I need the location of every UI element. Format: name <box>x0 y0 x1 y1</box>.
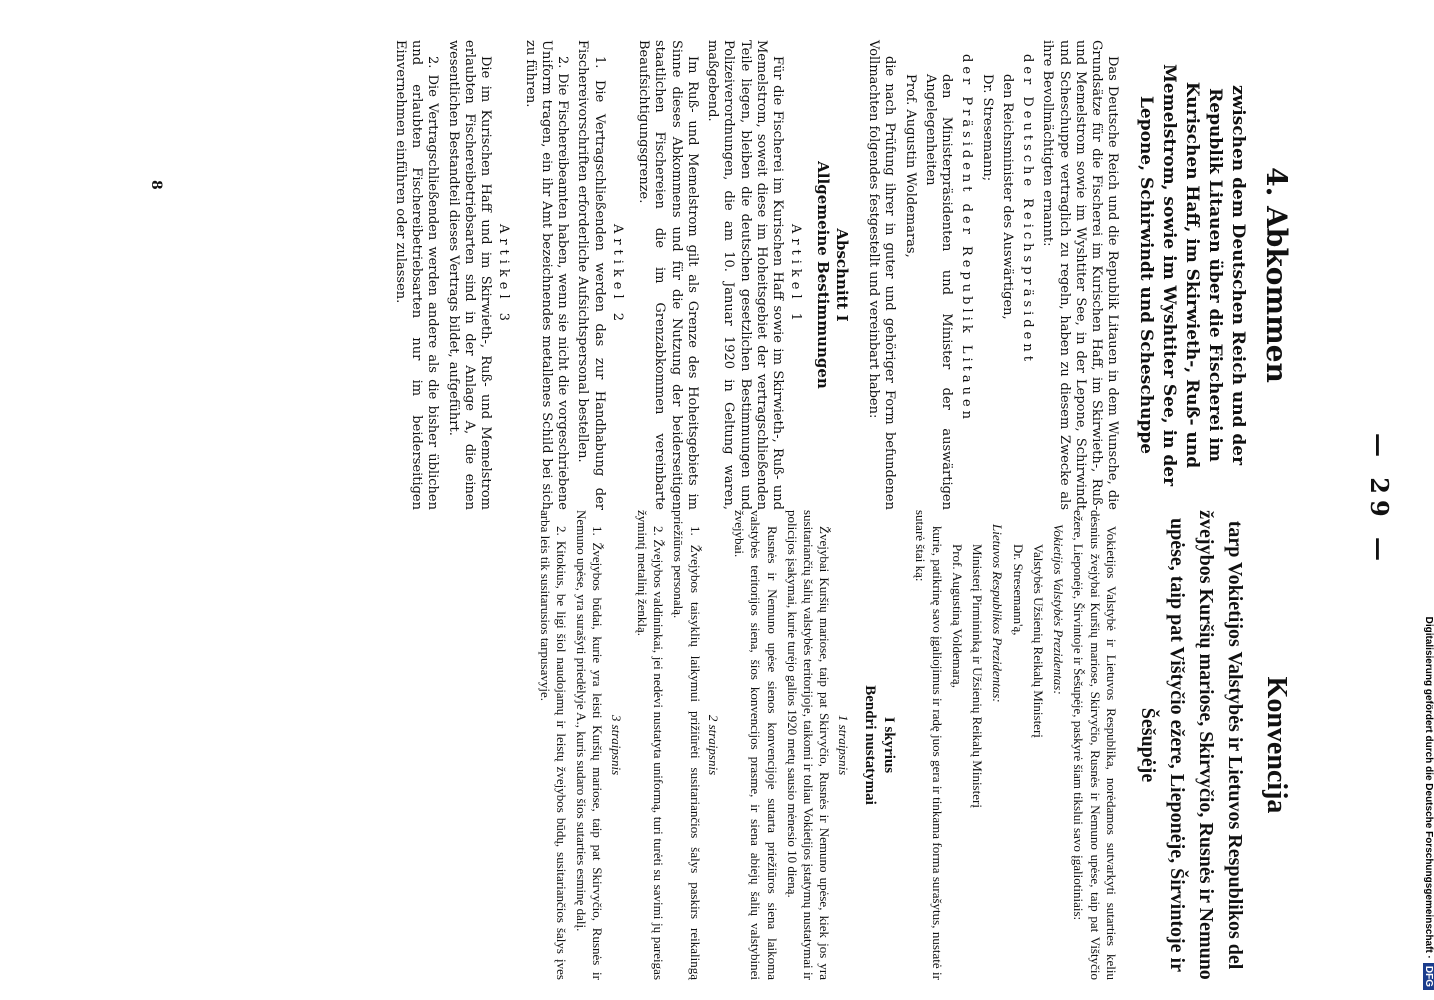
german-closing: die nach Prüfung ihrer in guter und gehöriger Form befundenen Vollmachten folgendes festgestellt und vereinbart haben: <box>866 40 898 510</box>
page-number: — 29 — <box>1365 432 1394 568</box>
lithuanian-section: I skyrius <box>881 716 898 774</box>
lithuanian-preamble: Vokietijos Valstybė ir Lietuvos Respublika, norėdamos sutvarkyti sutarties keliu dėsnius žvejybai Kuršių mariose, Skirvyčio, Rusnės ir Nemuno upėse, taip pat Vištyčio ežere, Lieponėje, Širvintoje ir Šešupėje, paskyrė šiam tikslui savo įgaliotiniais: <box>1071 510 1119 980</box>
german-preamble: Das Deutsche Reich und die Republik Litauen in dem Wunsche, die Grundsätze für die Fischerei im Kurischen Haff, im Skirwieth-, Ruß- und Memelstrom sowie im Wyshtiter See, in der Lepone, Schirwindt und Scheschuppe vertraglich zu regeln, haben zu diesem Zwecke als ihre Bevollmächtigten ernannt: <box>1040 40 1121 510</box>
german-art1-p2: Im Ruß- und Memelstrom gilt als Grenze des Hoheitsgebiets im Sinne dieses Abkommens und für die Nutzung der beiderseitigen staatlichen Fischereien die im Grenzabkommen vereinbarte Beaufsichtigungsgrenze. <box>636 40 700 510</box>
lithuanian-title: Konvencija <box>1261 676 1292 814</box>
lithuanian-section-title: Bendri nustatymai <box>862 685 879 805</box>
dfg-sidebar <box>1418 10 1434 990</box>
german-party2-name: Prof. Augustin Woldemaras, <box>902 74 918 258</box>
lithuanian-party2-role: Ministerį Pirmininką ir Užsienių Reikalų Ministerį <box>970 544 986 808</box>
german-article-1: Artikel 1 <box>788 223 804 327</box>
german-section-title: Allgemeine Bestimmungen <box>814 161 833 389</box>
german-art3-p1: Die im Kurischen Haff und im Skirwieth-, Ruß- und Memelstrom erlaubten Fischereibetriebsarten sind in der Anlage A, die einen wesentlichen Bestandteil dieses Vertrags bildet, aufgeführt. <box>445 40 494 510</box>
lithuanian-art2-p2: 2. Žvejybos valdininkai, jei nedėvi nustatyta uniformą, turi turėti su savimi jų pareigas žymintį metalinį ženklą. <box>635 510 667 980</box>
german-article-3: Artikel 3 <box>496 223 512 327</box>
lithuanian-party2-name: Prof. Augustiną Voldemarą, <box>950 544 965 688</box>
german-section: Abschnitt I <box>832 228 851 322</box>
dfg-logo: DFG <box>1423 963 1434 990</box>
lithuanian-closing: kurie, patikrinę savo įgaliojimus ir radę juos gera ir tinkama forma surašytus, nustatė ir sutarė štai ką: <box>913 510 945 980</box>
german-party1-label: der Deutsche Reichspräsident <box>1020 54 1036 365</box>
lithuanian-party1-label: Vokietijos Valstybės Prezidentas: <box>1051 524 1067 695</box>
german-party1-role: den Reichsminister des Auswärtigen, <box>999 74 1015 320</box>
german-subtitle: zwischen dem Deutschen Reich und der Republik Litauen über die Fischerei im Kurischen Haff, im Skirwieth-, Ruß- und Memelstrom, sowie im Wyshtiter See, in der Lepone, Schirwindt und Scheschuppe <box>1136 63 1248 487</box>
dfg-sidebar-text: Digitalisierung gefördert durch die Deutsche Forschungsgemeinschaft · <box>1423 616 1434 959</box>
lithuanian-subtitle: tarp Vokietijos Valstybės ir Lietuvos Respublikos del žvejybos Kuršių mariose, Skirvyčio, Rusnės ir Nemuno upėse, taip pat Vištyčio ežere, Lieponėje, Širvintoje ir Šešupėje <box>1137 510 1246 980</box>
lithuanian-art1-p2: Rusnės ir Nemuno upėse sienos konvencijoje sutarta priežiūros siena laikoma valstybės teritorijos siena, šios konvencijos prasme, ir siena abiejų šalių valstybinei žvejybai. <box>732 510 780 980</box>
lithuanian-art3-p1: 1. Žvejybos būdai, kurie yra leisti Kuršių mariose, taip pat Skirvyčio, Rusnės ir Nemuno upėse, yra surašyti priedėlyje A., kuris sudaro šios sutarties esminę dalį. <box>574 510 606 980</box>
german-art2-p2: 2. Die Fischereibeamten haben, wenn sie nicht die vorgeschriebene Uniform tragen, ein ihr Amt bezeichnendes metallenes Schild bei sich zu führen. <box>522 40 571 510</box>
lithuanian-party1-role: Valstybės Užsienių Reikalų Ministerį <box>1031 544 1046 738</box>
german-party2-label: der Präsident der Republik Litauen <box>959 54 975 424</box>
german-column <box>388 40 1294 510</box>
german-article-2: Artikel 2 <box>609 223 625 327</box>
lithuanian-party2-label: Lietuvos Respublikos Prezidentas: <box>990 524 1006 703</box>
lithuanian-art2-p1: 1. Žvejybos taisyklių laikymui prižiūrėti susitariančios šalys paskirs reikalingą priežiūros personalą. <box>671 510 703 980</box>
german-art2-p1: 1. Die Vertragschließenden werden das zur Handhabung der Fischereivorschriften erforderliche Aufsichtspersonal bestellen. <box>575 40 607 510</box>
lithuanian-article-3: 3 straipsnis <box>608 714 624 776</box>
lithuanian-party1-name: Dr. Stresemann'ą, <box>1010 544 1026 636</box>
lithuanian-art3-p2: 2. Kitokius, be ligi šiol naudojamų ir leistų žvejybos būdų, susitariančios šalys įves arba leis tik susitarusios tarpusavyje. <box>537 510 569 980</box>
footer-number: 8 <box>148 180 164 190</box>
german-title: 4. Abkommen <box>1260 167 1293 383</box>
lithuanian-article-1: 1 straipsnis <box>835 714 851 776</box>
lithuanian-article-2: 2 straipsnis <box>706 714 721 776</box>
german-art3-p2: 2. Die Vertragschließenden werden andere als die bisher üblichen und erlaubten Fischereibetriebsarten nur im beiderseitigen Einvernehmen einführen oder zulassen. <box>392 40 441 510</box>
lithuanian-art1-p1: Žvejybai Kuršių mariose, taip pat Skirvyčio, Rusnės ir Nemuno upėse, kiek jos yra susitariančių šalių valstybės teritorijoje, taikomi ir toliau Vokietijos įstatymų nustatymai ir policijos įsakymai, kurie turėjo galios 1920 metų sausio mėnesio 10 dieną. <box>785 510 833 980</box>
german-party1-name: Dr. Stresemann; <box>979 74 995 182</box>
german-party2-role: den Ministerpräsidenten und Minister der auswärtigen Angelegenheiten <box>922 74 955 510</box>
german-art1-p1: Für die Fischerei im Kurischen Haff sowie im Skirwieth-, Ruß- und Memelstrom, soweit diese im Hoheitsgebiet der vertragschließenden Teile liegen, bleiben die deutschen gesetzlichen Bestimmungen und Polizeiverordnungen, die am 10. Januar 1920 in Geltung waren, maßgebend. <box>705 40 786 510</box>
lithuanian-column <box>533 510 1295 980</box>
